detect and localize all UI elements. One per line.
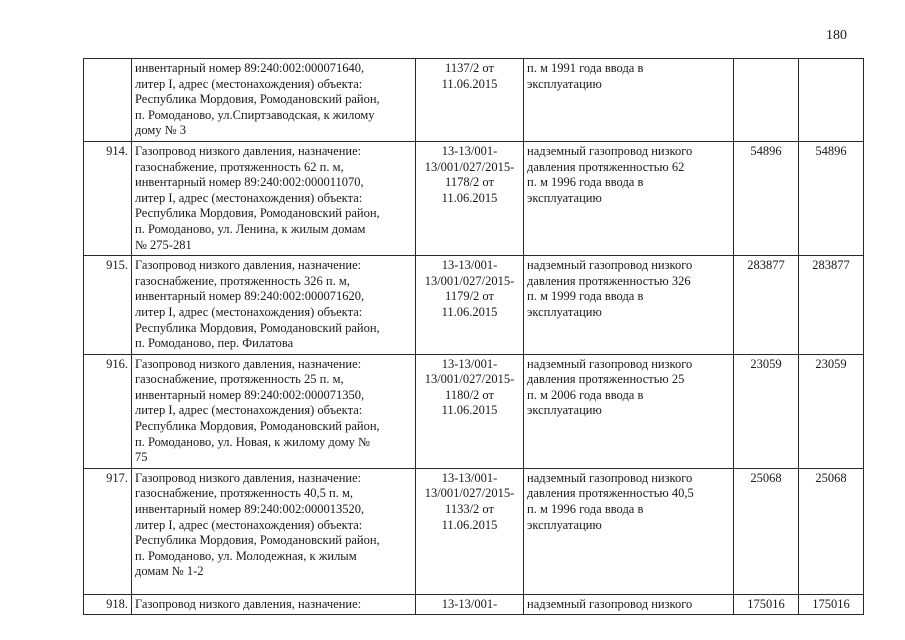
object-description: [132, 256, 416, 355]
residual-value: [799, 59, 864, 142]
cell-line: п. м 1999 года ввода в: [527, 289, 644, 304]
cell-line: инвентарный номер 89:240:002:000071350,: [135, 387, 365, 402]
cell-line: Газопровод низкого давления, назначение:: [135, 143, 362, 158]
cell-line: надземный газопровод низкого: [527, 143, 693, 158]
row-number: 915.: [84, 256, 132, 355]
cell-line: давления протяженностью 326: [527, 273, 691, 288]
table-row: [84, 141, 864, 255]
registration-number: [416, 256, 524, 355]
object-description: [132, 594, 416, 615]
cell-line: 13/001/027/2015-: [424, 159, 515, 174]
object-description: [132, 59, 416, 142]
object-note: [524, 141, 734, 255]
cell-line: эксплуатацию: [527, 76, 602, 91]
registration-number: [416, 59, 524, 142]
cell-line: литер I, адрес (местонахождения) объекта:: [135, 190, 363, 205]
cell-line: 13-13/001-: [441, 596, 498, 611]
cell-line: 11.06.2015: [441, 403, 498, 418]
cell-line: давления протяженностью 62: [527, 159, 685, 174]
cell-line: эксплуатацию: [527, 190, 602, 205]
registry-table: [83, 58, 864, 615]
registration-number: [416, 468, 524, 594]
object-note: [524, 468, 734, 594]
cell-line: 1179/2 от: [445, 289, 494, 304]
cell-line: 13-13/001-: [441, 470, 498, 485]
cell-line: эксплуатацию: [527, 403, 602, 418]
cell-line: 13/001/027/2015-: [424, 273, 515, 288]
cell-line: 11.06.2015: [441, 190, 498, 205]
cell-line: эксплуатацию: [527, 304, 602, 319]
cell-line: 75: [135, 450, 148, 465]
cell-line: литер I, адрес (местонахождения) объекта:: [135, 403, 363, 418]
registration-number: [416, 354, 524, 468]
balance-value: 54896: [734, 141, 799, 255]
cell-line: Республика Мордовия, Ромодановский район,: [135, 419, 380, 434]
cell-line: газоснабжение, протяженность 25 п. м,: [135, 372, 344, 387]
table-row: [84, 468, 864, 594]
registry-table-body: [84, 59, 864, 615]
cell-line: Газопровод низкого давления, назначение:: [135, 258, 362, 273]
cell-line: домам № 1-2: [135, 564, 204, 579]
object-note: [524, 59, 734, 142]
balance-value: 23059: [734, 354, 799, 468]
cell-line: надземный газопровод низкого: [527, 258, 693, 273]
cell-line: литер I, адрес (местонахождения) объекта:: [135, 517, 363, 532]
cell-line: давления протяженностью 25: [527, 372, 685, 387]
cell-line: № 275-281: [135, 237, 192, 252]
cell-line: надземный газопровод низкого: [527, 470, 693, 485]
registration-number: [416, 594, 524, 615]
residual-value: 175016: [799, 594, 864, 615]
table-row: [84, 256, 864, 355]
cell-line: надземный газопровод низкого: [527, 356, 693, 371]
object-description: [132, 354, 416, 468]
residual-value: 54896: [799, 141, 864, 255]
cell-line: 11.06.2015: [441, 304, 498, 319]
object-note: [524, 594, 734, 615]
balance-value: 25068: [734, 468, 799, 594]
cell-line: инвентарный номер 89:240:002:000013520,: [135, 502, 365, 517]
cell-line: 13-13/001-: [441, 356, 498, 371]
cell-line: 13/001/027/2015-: [424, 372, 515, 387]
cell-line: 1133/2 от: [445, 502, 494, 517]
row-number: 914.: [84, 141, 132, 255]
cell-line: литер I, адрес (местонахождения) объекта:: [135, 76, 363, 91]
residual-value: 25068: [799, 468, 864, 594]
cell-line: 1180/2 от: [445, 387, 494, 402]
cell-line: п. Ромоданово, ул. Ленина, к жилым домам: [135, 221, 366, 236]
cell-line: инвентарный номер 89:240:002:000071640,: [135, 61, 365, 75]
cell-line: 13/001/027/2015-: [424, 486, 515, 501]
cell-line: инвентарный номер 89:240:002:000011070,: [135, 175, 364, 190]
cell-line: Газопровод низкого давления, назначение:: [135, 596, 362, 611]
cell-line: 13-13/001-: [441, 143, 498, 158]
cell-line: надземный газопровод низкого: [527, 596, 693, 611]
cell-line: 11.06.2015: [441, 76, 498, 91]
cell-line: 1178/2 от: [445, 175, 494, 190]
residual-value: 23059: [799, 354, 864, 468]
balance-value: 283877: [734, 256, 799, 355]
table-row: [84, 59, 864, 142]
registration-number: [416, 141, 524, 255]
cell-line: п. Ромоданово, пер. Филатова: [135, 336, 294, 351]
cell-line: п. м 2006 года ввода в: [527, 387, 644, 402]
object-note: [524, 256, 734, 355]
cell-line: Газопровод низкого давления, назначение:: [135, 356, 362, 371]
cell-line: Республика Мордовия, Ромодановский район,: [135, 533, 380, 548]
table-row: [84, 594, 864, 615]
balance-value: 175016: [734, 594, 799, 615]
cell-line: п. м 1996 года ввода в: [527, 175, 644, 190]
cell-line: эксплуатацию: [527, 517, 602, 532]
residual-value: 283877: [799, 256, 864, 355]
cell-line: газоснабжение, протяженность 62 п. м,: [135, 159, 344, 174]
cell-line: п. Ромоданово, ул. Новая, к жилому дому №: [135, 434, 370, 449]
cell-line: инвентарный номер 89:240:002:000071620,: [135, 289, 365, 304]
cell-line: п. м 1996 года ввода в: [527, 502, 644, 517]
row-number: 916.: [84, 354, 132, 468]
cell-line: 13-13/001-: [441, 258, 498, 273]
cell-line: 1137/2 от: [445, 61, 494, 75]
cell-line: газоснабжение, протяженность 326 п. м,: [135, 273, 350, 288]
row-number: [84, 59, 132, 142]
cell-line: Республика Мордовия, Ромодановский район,: [135, 206, 380, 221]
cell-line: п. Ромоданово, ул. Молодежная, к жилым: [135, 548, 357, 563]
cell-line: давления протяженностью 40,5: [527, 486, 694, 501]
object-description: [132, 468, 416, 594]
page-number: 180: [826, 28, 847, 43]
cell-line: Республика Мордовия, Ромодановский район,: [135, 320, 380, 335]
cell-line: 11.06.2015: [441, 517, 498, 532]
cell-line: дому № 3: [135, 123, 186, 138]
cell-line: Газопровод низкого давления, назначение:: [135, 470, 362, 485]
object-description: [132, 141, 416, 255]
cell-line: литер I, адрес (местонахождения) объекта:: [135, 304, 363, 319]
row-number: 917.: [84, 468, 132, 594]
balance-value: [734, 59, 799, 142]
row-number: 918.: [84, 594, 132, 615]
cell-line: п. м 1991 года ввода в: [527, 61, 644, 75]
cell-line: газоснабжение, протяженность 40,5 п. м,: [135, 486, 353, 501]
cell-line: п. Ромоданово, ул.Спиртзаводская, к жилому: [135, 107, 375, 122]
table-row: [84, 354, 864, 468]
cell-line: Республика Мордовия, Ромодановский район,: [135, 92, 380, 107]
object-note: [524, 354, 734, 468]
